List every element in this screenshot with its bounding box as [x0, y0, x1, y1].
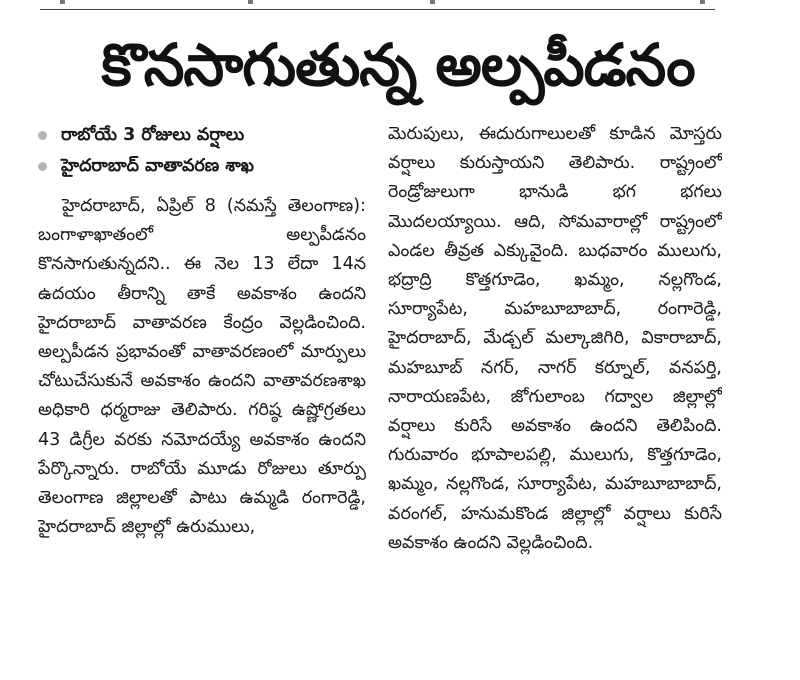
article-body-right: మెరుపులు, ఈదురుగాలులతో కూడిన మోస్తరు వర్షాలు కురుస్తాయని తెలిపారు. రాష్ట్రంలో రెండ్రోజులుగా భానుడి భగ భగలు మొదలయ్యాయి. ఆది, సోమవారాల్లో రాష్ట్రంలో ఎండల తీవ్రత ఎక్కువైంది. బుధవారం ములుగు, భద్రాద్రి కొత్తగూడెం, ఖమ్మం, నల్లగొండ, సూర్యాపేట, మహబూబాబాద్‌, రంగారెడ్డి, హైదరాబాద్‌, మేడ్చల్‌ మల్కాజిగిరి, వికారాబాద్‌, మహబూబ్‌ నగర్‌, నాగర్‌ కర్నూల్‌, వనపర్తి, నారాయణపేట, జోగులాంబ గద్వాల జిల్లాల్లో వర్షాలు కురిసే అవకాశం ఉందని తెలిపింది. గురువారం భూపాలపల్లి, ములుగు, కొత్తగూడెం, ఖమ్మం, నల్లగొండ, సూర్యాపేట, మహబూబాబాద్‌, వరంగల్‌, హనుమకొండ జిల్లాల్లో వర్షాలు కురిసే అవకాశం ఉందని వెల్లడించింది.: [388, 124, 722, 553]
highlight-bullet-item: [38, 151, 366, 182]
clipped-text-fragment: [60, 0, 65, 4]
article-headline: కొనసాగుతున్న అల్పపీడనం: [101, 31, 695, 99]
article-column-right: [388, 120, 722, 620]
article-column-left: [38, 120, 366, 620]
bullet-dot-icon: [38, 162, 47, 171]
article-body-left: హైదరాబాద్‌, ఏప్రిల్‌ 8 (నమస్తే తెలంగాణ): బంగాళాఖాతంలో అల్పపీడనం కొనసాగుతున్నదని.. ఈ నెల 13 లేదా 14న ఉదయం తీరాన్ని తాకే అవకాశం ఉందని హైదరాబాద్‌ వాతావరణ కేంద్రం వెల్లడించింది. అల్పపీడన ప్రభావంతో వాతావరణంలో మార్పులు చోటుచేసుకునే అవకాశం ఉందని వాతావరణశాఖ అధికారి ధర్మరాజు తెలిపారు. గరిష్ఠ ఉష్ణోగ్రతలు 43 డిగ్రీల వరకు నమోదయ్యే అవకాశం ఉందని పేర్కొన్నారు. రాబోయే మూడు రోజులు తూర్పు తెలంగాణ జిల్లాలతో పాటు ఉమ్మడి రంగారెడ్డి, హైదరాబాద్‌ జిల్లాల్లో ఉరుములు,: [38, 196, 366, 538]
highlight-bullet-item: [38, 120, 366, 151]
clipped-previous-article-edge: [0, 0, 800, 12]
clipped-text-fragment: [430, 0, 435, 4]
top-rule-line: [40, 9, 715, 10]
highlight-bullets: [38, 120, 366, 182]
bullet-text: రాబోయే 3 రోజులు వర్షాలు: [61, 125, 245, 145]
bullet-text: హైదరాబాద్‌ వాతావరణ శాఖ: [61, 156, 254, 176]
bullet-dot-icon: [38, 131, 47, 140]
clipped-text-fragment: [248, 0, 253, 4]
clipped-text-fragment: [700, 0, 705, 4]
